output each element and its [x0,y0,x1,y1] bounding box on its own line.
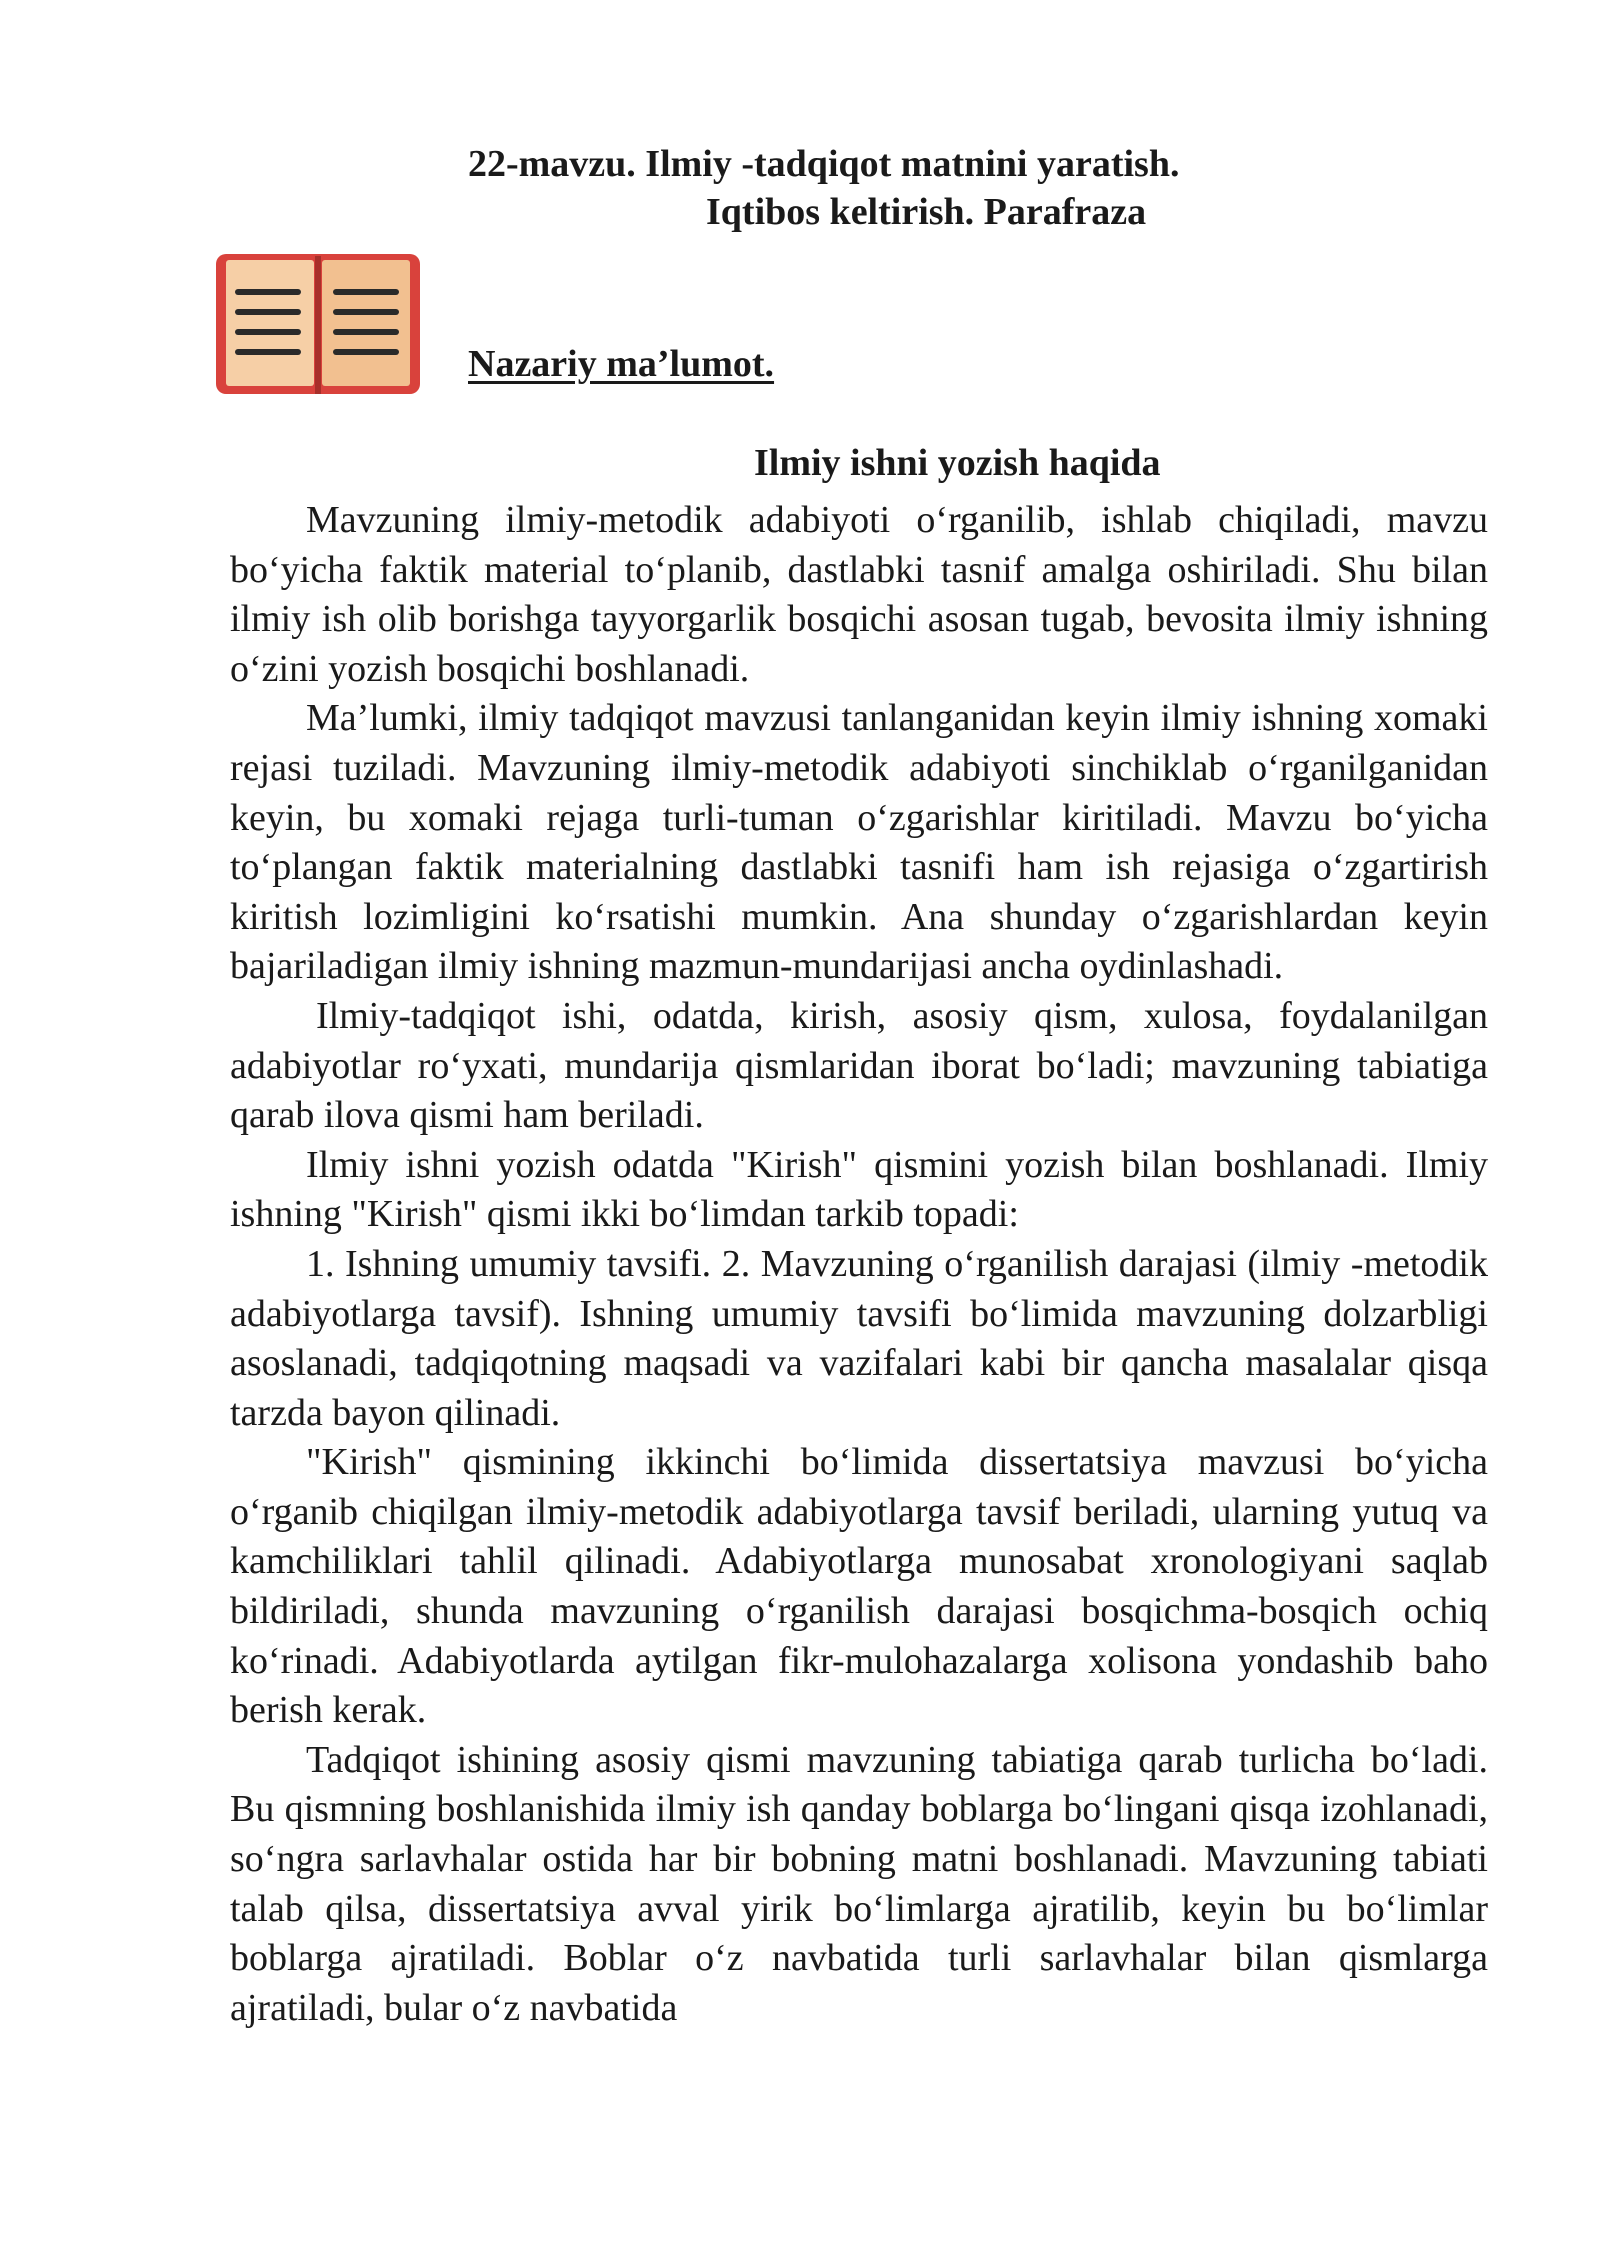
body-text [230,496,1488,2033]
paragraph: "Kirish" qismining ikkinchi bo‘limida dissertatsiya mavzusi bo‘yicha o‘rganib chiqilgan ilmiy-metodik adabiyotlarga tavsif beriladi, ularning yutuq va kamchiliklari tahlil qilinadi. Adabiyotlarga munosabat xronologiyani saqlab bildiriladi, shunda mavzuning o‘rganilish darajasi bosqichma-bosqich ochiq ko‘rinadi. Adabiyotlarda aytilgan fikr-mulohazalarga xolisona yondashib baho berish kerak. [230,1441,1488,1732]
sub-heading: Ilmiy ishni yozish haqida [754,442,1161,484]
page-subtitle: Iqtibos keltirish. Parafraza [706,191,1147,233]
paragraph: Ilmiy-tadqiqot ishi, odatda, kirish, asosiy qism, xulosa, foydalanilgan adabiyotlar ro‘yxati, mundarija qismlaridan iborat bo‘ladi; mavzuning tabiatiga qarab ilova qismi ham beriladi. [230,994,1488,1137]
paragraph: Mavzuning ilmiy-metodik adabiyoti o‘rganilib, ishlab chiqiladi, mavzu bo‘yicha faktik material to‘planib, dastlabki tasnif amalga oshiriladi. Shu bilan ilmiy ish olib borishga tayyorgarlik bosqichi asosan tugab, bevosita ilmiy ishning o‘zini yozish bosqichi boshlanadi. [230,499,1488,690]
page-title: 22-mavzu. Ilmiy -tadqiqot matnini yaratish. [468,143,1180,185]
open-book-icon [214,252,422,396]
paragraph: Ilmiy ishni yozish odatda "Kirish" qismini yozish bilan boshlanadi. Ilmiy ishning "Kirish" qismi ikki bo‘limdan tarkib topadi: [230,1143,1488,1236]
paragraph: Ma’lumki, ilmiy tadqiqot mavzusi tanlanganidan keyin ilmiy ishning xomaki rejasi tuziladi. Mavzuning ilmiy-metodik adabiyoti sinchiklab o‘rganilganidan keyin, bu xomaki rejaga turli-tuman o‘zgarishlar kiritiladi. Mavzu bo‘yicha to‘plangan faktik materialning dastlabki tasnifi ham ish rejasiga o‘zgartirish kiritish lozimligini ko‘rsatishi mumkin. Ana shunday o‘zgarishlardan keyin bajariladigan ilmiy ishning mazmun-mundarijasi ancha oydinlashadi. [230,697,1488,988]
paragraph: Tadqiqot ishining asosiy qismi mavzuning tabiatiga qarab turlicha bo‘ladi. Bu qismning boshlanishida ilmiy ish qanday boblarga bo‘lingani qisqa izohlanadi, so‘ngra sarlavhalar ostida har bir bobning matni boshlanadi. Mavzuning tabiati talab qilsa, dissertatsiya avval yirik bo‘limlarga ajratilib, keyin bu bo‘limlar boblarga ajratiladi. Boblar o‘z navbatida turli sarlavhalar bilan qismlarga ajratiladi, bular o‘z navbatida [230,1738,1488,2029]
paragraph: 1. Ishning umumiy tavsifi. 2. Mavzuning o‘rganilish darajasi (ilmiy -metodik adabiyotlarga tavsif). Ishning umumiy tavsifi bo‘limida mavzuning dolzarbligi asoslanadi, tadqiqotning maqsadi va vazifalari kabi bir qancha masalalar qisqa tarzda bayon qilinadi. [230,1242,1488,1434]
section-heading: Nazariy ma’lumot. [468,343,775,385]
